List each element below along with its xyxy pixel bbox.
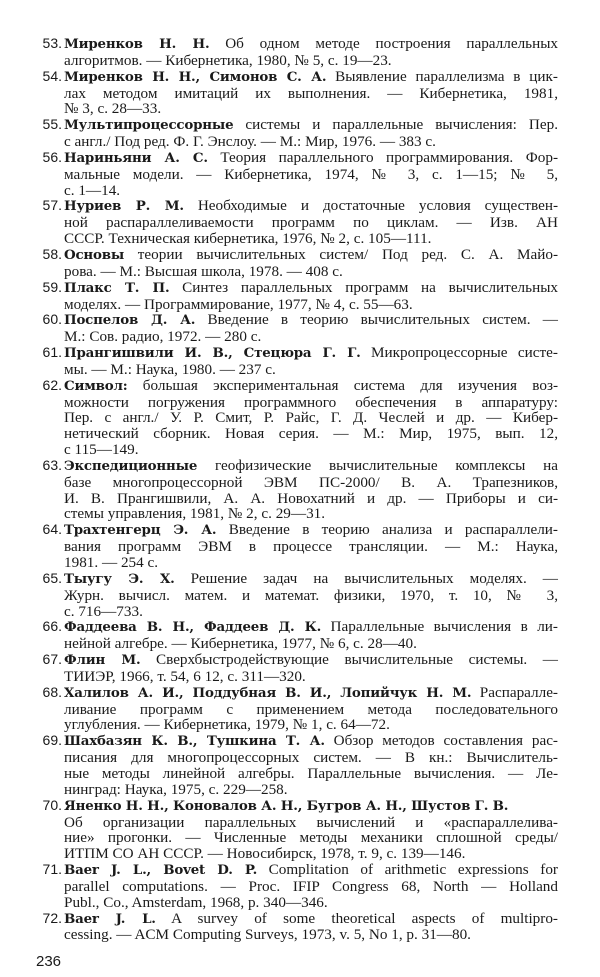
entry-line (64, 619, 558, 636)
entry-line: ТИИЭР, 1966, т. 54, 6 12, с. 311—320. (64, 667, 306, 685)
entry-author: Мультипроцессорные (64, 117, 234, 134)
entry-number: 54. (42, 67, 62, 84)
entry-line: вания программ ЭВМ в процессе трансляции. — М.: Наука, (64, 538, 558, 556)
page-number: 236 (36, 953, 62, 970)
entry-text: геофизические вычислительные комплексы на (197, 456, 558, 474)
entry-number: 55. (42, 116, 62, 133)
bibliography-entry (36, 247, 558, 280)
entry-number: 58. (42, 245, 62, 262)
entry-line (64, 571, 558, 588)
entry-text: Complitation of arithmetic expressions for (257, 861, 558, 879)
bibliography-entry (36, 685, 558, 734)
entry-line: ИТПМ СО АН СССР. — Новосибирск, 1978, т. 9, с. 139—146. (64, 845, 466, 863)
entry-line: с англ./ Под ред. Ф. Г. Энслоу. — М.: Мир, 1976. — 383 с. (64, 133, 436, 151)
entry-line: алгоритмов. — Кибернетика, 1980, № 5, с. 19—23. (64, 51, 392, 69)
entry-author: Символ: (64, 377, 128, 394)
entry-author: Шахбазян К. В., Тушкина Т. А. (64, 733, 325, 750)
entry-author: Миренков Н. Н. (64, 36, 210, 52)
entry-text: теории вычислительных систем/ Под ред. С. А. Майо- (124, 245, 558, 263)
entry-text: Распаралле- (471, 683, 558, 701)
entry-text: Микропроцессорные систе- (360, 344, 558, 362)
entry-line (64, 685, 558, 702)
entry-text: большая экспериментальная система для изучения воз- (127, 376, 558, 394)
entry-line: с. 716—733. (64, 602, 143, 620)
entry-line: нетический сборник. Новая серия. — М.: Мир, 1975, вып. 12, (64, 425, 558, 443)
entry-author: Прангишвили И. В., Стецюра Г. Г. (64, 345, 361, 362)
entry-text: Обзор методов составления рас- (324, 732, 558, 750)
bibliography-entry (36, 36, 558, 69)
entry-text: Необходимые и достаточные условия существен- (183, 197, 559, 215)
entry-text: Выявление параллелизма в цик- (326, 67, 558, 85)
entry-number: 62. (42, 376, 62, 393)
bibliography-entry (36, 911, 558, 944)
entry-line: М.: Сов. радио, 1972. — 280 с. (64, 328, 262, 346)
entry-number: 56. (42, 148, 62, 165)
entry-line: стемы управления, 1981, № 2, с. 29—31. (64, 505, 326, 523)
entry-text: Сверхбыстродействующие вычислительные системы. — (140, 651, 558, 669)
entry-text: Решение задач на вычислительных моделях. — (174, 569, 558, 587)
entry-line (64, 522, 558, 539)
entry-line: лах методом имитаций их выполнения. — Кибернетика, 1981, (64, 84, 558, 102)
entry-number: 68. (42, 683, 62, 700)
entry-line (64, 911, 558, 928)
entry-line: ние» прогонки. — Численные методы механики сплошной среды/ (64, 829, 558, 847)
entry-line: мальные модели. — Кибернетика, 1974, № 3, с. 1—15; № 5, (64, 165, 558, 183)
entry-author: Экспедиционные (64, 457, 198, 474)
entry-line: СССР. Техническая кибернетика, 1976, № 2, с. 105—111. (64, 230, 432, 248)
entry-line: Журн. вычисл. матем. и математ. физики, 1970, т. 10, № 3, (64, 586, 558, 604)
entry-line: cessing. — ACM Computing Surveys, 1973, v. 5, No 1, p. 31—80. (64, 926, 471, 944)
entry-line: мы. — М.: Наука, 1980. — 237 с. (64, 360, 276, 378)
entry-line: № 3, с. 28—33. (64, 100, 162, 118)
bibliography-entry (36, 571, 558, 620)
entry-line: с. 1—14. (64, 181, 121, 199)
entry-line: Publ., Co., Amsterdam, 1968, p. 340—346. (64, 893, 328, 911)
entry-line: Об организации параллельных вычислений и «распараллелива- (64, 813, 558, 831)
entry-line (64, 312, 558, 329)
entry-line (64, 247, 558, 264)
entry-line (64, 150, 558, 167)
entry-text: Синтез параллельных программ на вычислительных (169, 278, 558, 296)
entry-line (64, 36, 558, 53)
entry-line: рова. — М.: Высшая школа, 1978. — 408 с. (64, 262, 343, 280)
entry-line: нинград: Наука, 1975, с. 229—258. (64, 780, 288, 798)
entry-line (64, 862, 558, 879)
bibliography-entry (36, 198, 558, 247)
entry-author: Фаддеева В. Н., Фаддеев Д. К. (64, 619, 322, 636)
entry-line: parallel computations. — Proc. IFIP Congress 68, North — Holland (64, 877, 558, 895)
entry-line: углубления. — Кибернетика, 1979, № 1, с. 64—72. (64, 716, 390, 734)
entry-line: И. В. Прангишвили, А. А. Новохатний и др. — Приборы и си- (64, 489, 558, 507)
entry-author: Плакс Т. П. (64, 279, 170, 296)
entry-line (64, 117, 558, 134)
entry-author: Нариньяни А. С. (64, 149, 208, 166)
entry-line: моделях. — Программирование, 1977, № 4, с. 55—63. (64, 295, 413, 313)
entry-author: Поспелов Д. А. (64, 312, 196, 329)
entry-author: Baer J. L. (64, 910, 156, 927)
entry-line (64, 458, 558, 475)
entry-text: Введение в теорию вычислительных систем. — (195, 311, 558, 329)
bibliography-entry (36, 522, 558, 571)
entry-text: Теория параллельного программирования. Фор- (207, 148, 558, 166)
entry-text: Об одном методе построения параллельных (209, 35, 558, 52)
bibliography-entry (36, 619, 558, 652)
entry-line (64, 280, 558, 297)
bibliography-entry (36, 458, 558, 522)
bibliography-entry (36, 345, 558, 378)
entry-author: Флин М. (64, 652, 141, 669)
entry-line: базе многопроцессорной ЭВМ ПС-2000/ В. А. Трапезников, (64, 473, 558, 491)
entry-number: 65. (42, 569, 62, 586)
bibliography-entry (36, 312, 558, 345)
entry-number: 67. (42, 651, 62, 668)
entry-line: нейной алгебре. — Кибернетика, 1977, № 6, с. 28—40. (64, 635, 417, 653)
entry-line (64, 652, 558, 669)
entry-author: Тыугу Э. Х. (64, 570, 175, 587)
entry-line: писания для многопроцессорных систем. — В кн.: Вычислитель- (64, 749, 558, 767)
entry-number: 66. (42, 618, 62, 635)
entry-author: Яненко Н. Н., Коновалов А. Н., Бугров А. Н., Шустов Г. В. (64, 797, 509, 814)
entry-number: 59. (42, 278, 62, 295)
entry-number: 61. (42, 344, 62, 361)
bibliography-entry (36, 862, 558, 911)
bibliography-entry (36, 378, 558, 458)
bibliography-entry (36, 280, 558, 313)
entry-number: 57. (42, 197, 62, 214)
entry-line: ной распараллеливаемости программ по циклам. — Изв. АН (64, 214, 558, 232)
bibliography-entry (36, 150, 558, 199)
entry-author: Baer J. L., Bovet D. P. (64, 862, 258, 879)
entry-author: Основы (64, 246, 125, 263)
entry-number: 71. (42, 861, 62, 878)
entry-line: ливание программ с применением метода последовательного (64, 700, 558, 718)
entry-line: Пер. с англ./ У. Р. Смит, Р. Райс, Г. Д. Чеслей и др. — Кибер- (64, 409, 558, 427)
entry-text: системы и параллельные вычисления: Пер. (233, 116, 558, 134)
entry-line (64, 798, 558, 815)
entry-line: с 115—149. (64, 441, 139, 459)
entry-number: 70. (42, 796, 62, 813)
entry-text: A survey of some theoretical aspects of multipro- (155, 909, 558, 927)
entry-number: 53. (42, 35, 62, 51)
bibliography-entry (36, 69, 558, 118)
entry-number: 72. (42, 909, 62, 926)
entry-number: 64. (42, 521, 62, 538)
entry-text: Параллельные вычисления в ли- (321, 618, 558, 636)
entry-author: Нуриев Р. М. (64, 198, 184, 215)
entry-text: Введение в теорию анализа и распараллели- (216, 521, 558, 539)
bibliography-entry (36, 652, 558, 685)
entry-line: ные методы линейной алгебры. Параллельные вычисления. — Ле- (64, 764, 558, 782)
entry-number: 63. (42, 456, 62, 473)
entry-line (64, 198, 558, 215)
entry-author: Миренков Н. Н., Симонов С. А. (64, 68, 327, 85)
entry-author: Халилов А. И., Поддубная В. И., Лопийчук Н. М. (64, 684, 472, 701)
bibliography-entry (36, 117, 558, 150)
bibliography-list (36, 36, 558, 943)
entry-line: можности погружения программного обеспечения в аппаратуру: (64, 393, 558, 411)
bibliography-entry (36, 798, 558, 862)
entry-number: 69. (42, 732, 62, 749)
bibliography-entry (36, 733, 558, 797)
entry-line (64, 378, 558, 395)
entry-line (64, 69, 558, 86)
entry-author: Трахтенгерц Э. А. (64, 522, 217, 539)
entry-line (64, 345, 558, 362)
entry-number: 60. (42, 311, 62, 328)
entry-line (64, 733, 558, 750)
entry-line: 1981. — 254 с. (64, 554, 159, 571)
